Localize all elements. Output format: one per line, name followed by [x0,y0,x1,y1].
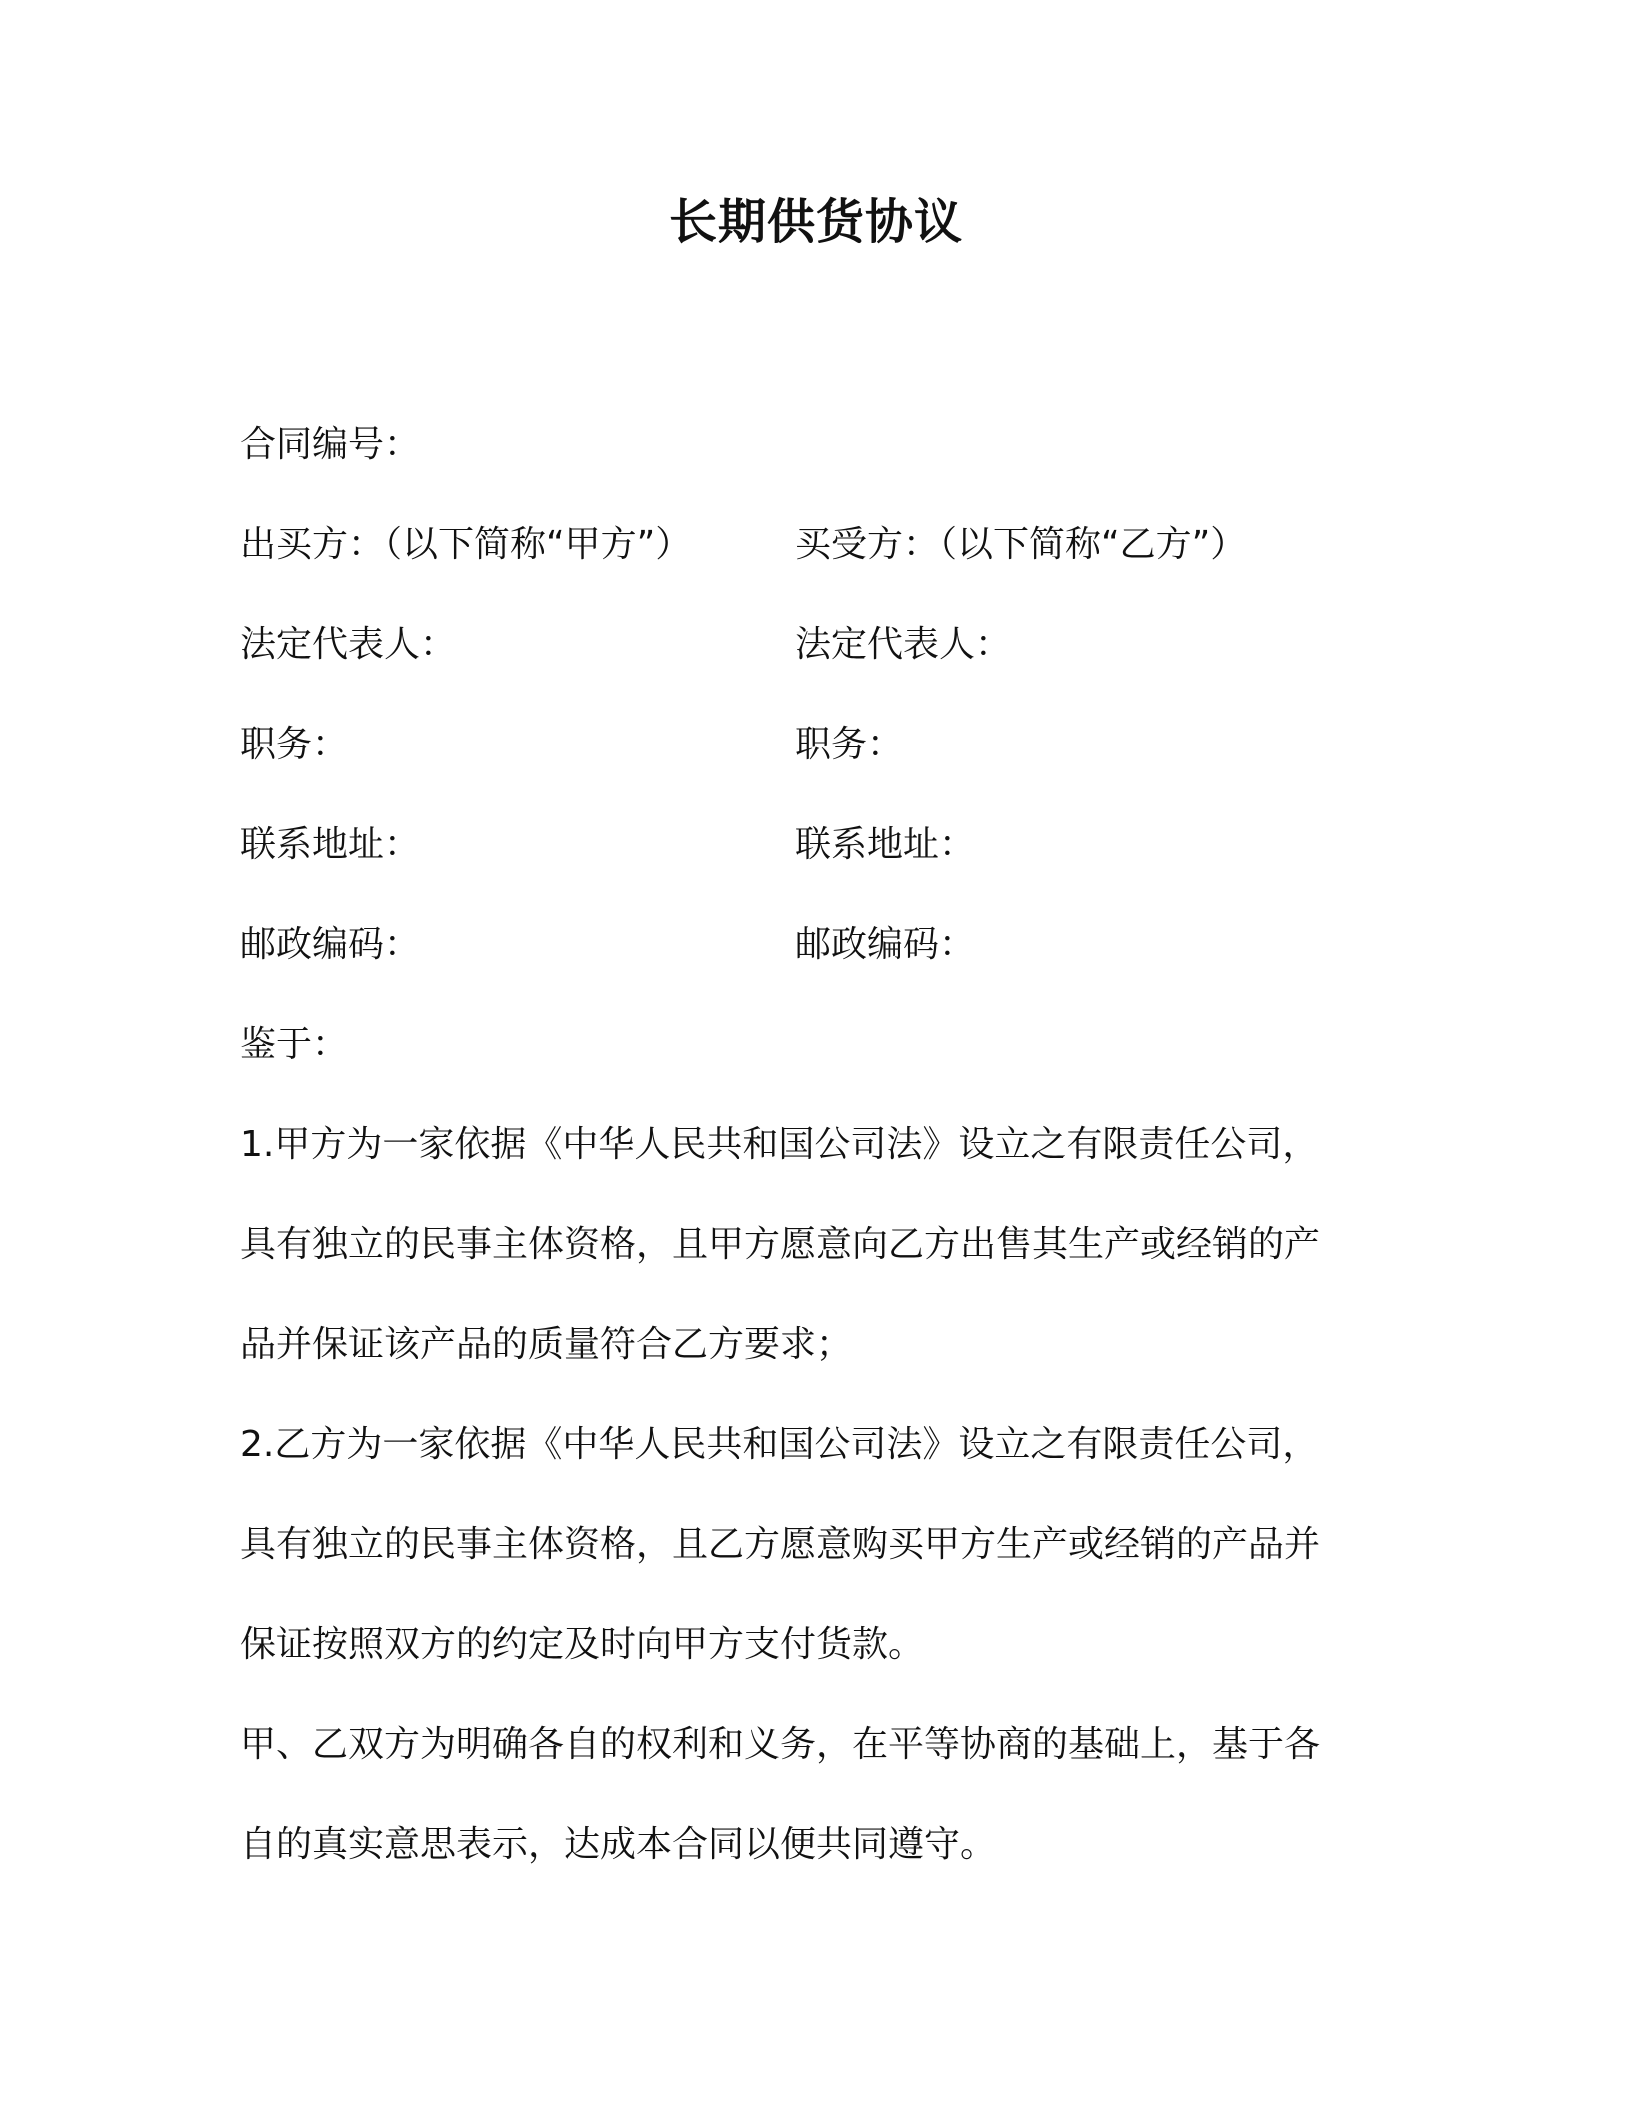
party-b-postcode-label: 邮政编码： [795,924,976,965]
paragraph-line: 保证按照双方的约定及时向甲方支付货款。 [240,1624,925,1665]
paragraph-line: 自的真实意思表示，达成本合同以便共同遵守。 [240,1824,997,1865]
contract-number-label: 合同编号： [240,424,421,465]
paragraph-line: 2.乙方为一家依据《中华人民共和国公司法》设立之有限责任公司， [240,1424,1319,1465]
paragraph-line: 具有独立的民事主体资格，且甲方愿意向乙方出售其生产或经销的产 [240,1224,1321,1265]
party-a-title-label: 职务： [240,724,349,765]
party-b-rep-label: 法定代表人： [795,624,1012,665]
party-b-name-label: 买受方：（以下简称“乙方”） [795,524,1247,565]
paragraph-line: 具有独立的民事主体资格，且乙方愿意购买甲方生产或经销的产品并 [240,1524,1321,1565]
party-a-name-label: 出买方：（以下简称“甲方”） [240,524,692,565]
paragraph-line: 1.甲方为一家依据《中华人民共和国公司法》设立之有限责任公司， [240,1124,1319,1165]
paragraph-line: 品并保证该产品的质量符合乙方要求； [240,1324,853,1365]
party-a-address-label: 联系地址： [240,824,421,865]
party-a-postcode-label: 邮政编码： [240,924,421,965]
paragraph-line: 甲、乙双方为明确各自的权利和义务，在平等协商的基础上，基于各 [240,1724,1321,1765]
party-b-address-label: 联系地址： [795,824,976,865]
document-title: 长期供货协议 [668,194,963,250]
party-b-title-label: 职务： [795,724,904,765]
party-a-rep-label: 法定代表人： [240,624,457,665]
whereas-label: 鉴于： [240,1024,349,1065]
